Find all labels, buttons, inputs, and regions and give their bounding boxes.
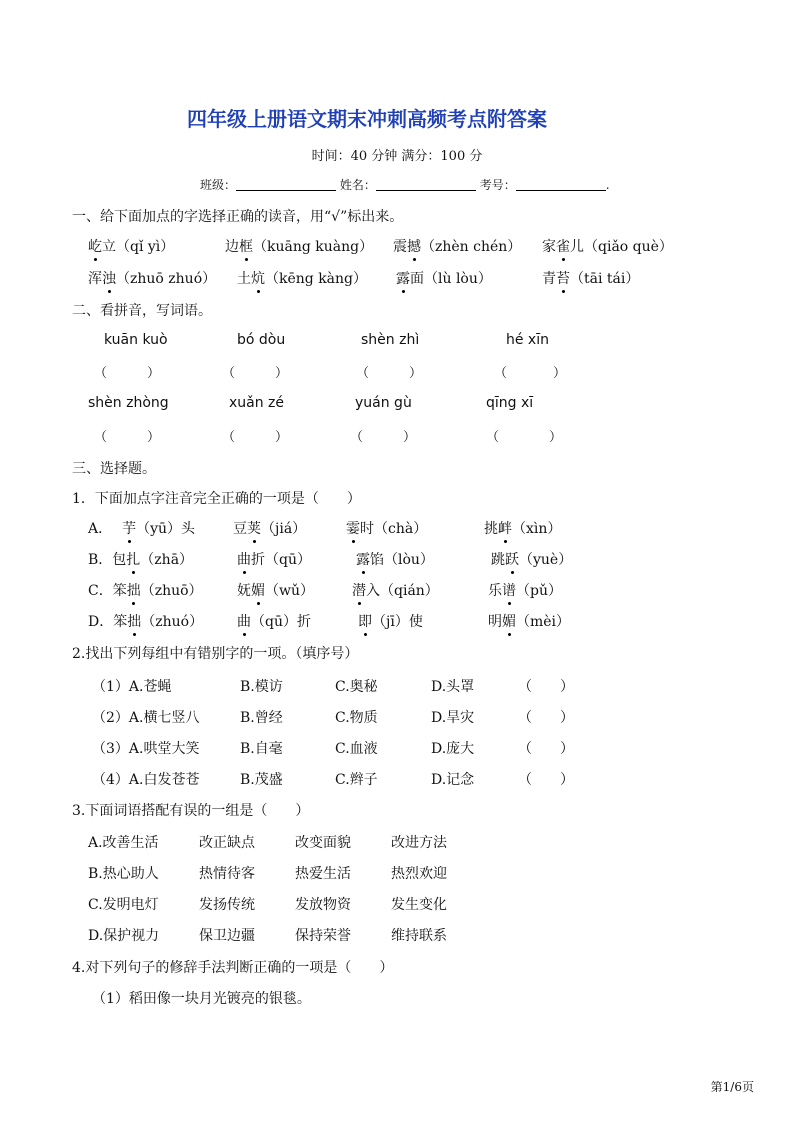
q2-row-2-d: D.旱灾 [431, 710, 475, 726]
q2-row-1-answer[interactable]: （ ） [518, 679, 574, 695]
pinyin-2: bó dòu [237, 332, 286, 348]
answer-box-5[interactable]: （ ） [94, 430, 161, 445]
student-info [200, 176, 610, 193]
q3-row-c-1: C.发明电灯 [88, 897, 159, 913]
answer-box-8[interactable]: （ ） [486, 430, 563, 445]
q1-option-d: D．笨拙（zhuó） [88, 611, 203, 631]
name-label: 姓名： [339, 178, 376, 192]
answer-box-4[interactable]: （ ） [494, 366, 567, 381]
q3-row-d-2: 保卫边疆 [199, 928, 255, 944]
q1-option-c: C．笨拙（zhuō） [88, 580, 203, 600]
section-3-heading: 三、选择题。 [72, 461, 156, 477]
q2-row-3-a: （3）A.哄堂大笑 [92, 741, 200, 757]
q3-row-b-1: B.热心助人 [88, 866, 159, 882]
s1-item-6: 土炕（kēng kàng） [237, 268, 367, 288]
q1-option-c-4: 乐谱（pǔ） [488, 580, 562, 600]
q1-option-d-2: 曲（qū）折 [237, 611, 311, 631]
q2-row-4-a: （4）A.白发苍苍 [92, 772, 200, 788]
name-blank [376, 178, 476, 191]
q3-row-c-3: 发放物资 [295, 897, 351, 913]
q3-row-a-2: 改正缺点 [199, 835, 255, 851]
q2-row-3-b: B.自毫 [240, 741, 283, 757]
class-blank [236, 178, 336, 191]
q2-row-1-a: （1）A.苍蝇 [92, 679, 172, 695]
q2-row-3-c: C.血液 [335, 741, 378, 757]
s1-item-7: 露面（lù lòu） [396, 268, 492, 288]
q3-row-a-4: 改进方法 [391, 835, 447, 851]
q3-row-d-3: 保持荣誉 [295, 928, 351, 944]
answer-box-7[interactable]: （ ） [350, 430, 417, 445]
s1-item-5: 浑浊（zhuō zhuó） [88, 268, 216, 288]
q1-option-a-3: 霎时（chà） [346, 518, 427, 538]
q1-option-d-3: 即（jī）使 [358, 611, 423, 631]
class-label: 班级： [200, 178, 237, 192]
pinyin-7: yuán gù [355, 395, 412, 411]
q1-option-c-2: 妩媚（wǔ） [237, 580, 314, 600]
answer-box-3[interactable]: （ ） [356, 366, 423, 381]
q2-row-2-answer[interactable]: （ ） [518, 710, 574, 726]
q1-option-a-2: 豆荚（jiá） [233, 518, 306, 538]
q1-option-b-2: 曲折（qū） [237, 549, 311, 569]
q2-row-4-c: C.辫子 [335, 772, 378, 788]
pinyin-6: xuǎn zé [229, 395, 285, 411]
pinyin-3: shèn zhì [361, 332, 420, 348]
exam-meta: 时间：40 分钟 满分：100 分 [311, 149, 483, 164]
q1-option-b-3: 露馅（lòu） [356, 549, 434, 569]
q1-option-a-4: 挑衅（xìn） [484, 518, 561, 538]
q2-row-2-b: B.曾经 [240, 710, 283, 726]
info-end: . [605, 178, 610, 192]
q1-option-a: A． 芋（yū）头 [88, 518, 195, 538]
s1-item-1: 屹立（qǐ yì） [88, 236, 174, 256]
q2-row-3-d: D.庞大 [431, 741, 475, 757]
q3-row-a-1: A.改善生活 [88, 835, 159, 851]
q2-row-2-a: （2）A.横七竖八 [92, 710, 200, 726]
pinyin-8: qīng xī [486, 395, 534, 411]
pinyin-1: kuān kuò [104, 332, 168, 348]
s1-item-2: 边框（kuāng kuàng） [225, 236, 373, 256]
q2-stem: 2.找出下列每组中有错别字的一项。（填序号） [72, 646, 359, 662]
q2-row-1-d: D.头罩 [431, 679, 475, 695]
q4-sub-1: （1）稻田像一块月光镀亮的银毯。 [92, 991, 311, 1007]
q3-row-c-4: 发生变化 [391, 897, 447, 913]
q4-stem: 4.对下列句子的修辞手法判断正确的一项是（ ） [72, 960, 394, 976]
section-2-heading: 二、看拼音，写词语。 [72, 303, 212, 319]
q2-row-2-c: C.物质 [335, 710, 378, 726]
pinyin-5: shèn zhòng [88, 395, 169, 411]
s1-item-3: 震撼（zhèn chén） [393, 236, 521, 256]
q1-option-d-4: 明媚（mèi） [488, 611, 570, 631]
q3-row-b-3: 热爱生活 [295, 866, 351, 882]
id-blank [516, 178, 606, 191]
q3-row-d-1: D.保护视力 [88, 928, 160, 944]
q2-row-3-answer[interactable]: （ ） [518, 741, 574, 757]
q3-row-b-4: 热烈欢迎 [391, 866, 447, 882]
q3-row-d-4: 维持联系 [391, 928, 447, 944]
s1-item-8: 青苔（tāi tái） [542, 268, 639, 288]
id-label: 考号： [479, 178, 516, 192]
answer-box-1[interactable]: （ ） [94, 366, 161, 381]
q2-row-4-answer[interactable]: （ ） [518, 772, 574, 788]
q2-row-4-d: D.记念 [431, 772, 475, 788]
q3-row-b-2: 热情待客 [199, 866, 255, 882]
q1-option-b-4: 跳跃（yuè） [491, 549, 572, 569]
q2-row-4-b: B.茂盛 [240, 772, 283, 788]
q1-option-c-3: 潜入（qián） [352, 580, 439, 600]
page-number: 第1/6页 [710, 1080, 754, 1094]
q3-row-c-2: 发扬传统 [199, 897, 255, 913]
page-title: 四年级上册语文期末冲刺高频考点附答案 [187, 107, 547, 131]
answer-box-6[interactable]: （ ） [222, 430, 289, 445]
pinyin-4: hé xīn [506, 332, 549, 348]
answer-box-2[interactable]: （ ） [222, 366, 289, 381]
q1-stem: 1．下面加点字注音完全正确的一项是（ ） [72, 491, 361, 507]
q3-row-a-3: 改变面貌 [295, 835, 351, 851]
q2-row-1-c: C.奥秘 [335, 679, 378, 695]
section-1-heading: 一、给下面加点的字选择正确的读音，用“√”标出来。 [72, 209, 404, 225]
q3-stem: 3.下面词语搭配有误的一组是（ ） [72, 803, 310, 819]
s1-item-4: 家雀儿（qiǎo què） [542, 236, 673, 256]
q2-row-1-b: B.模访 [240, 679, 283, 695]
q1-option-b: B．包扎（zhā） [88, 549, 193, 569]
